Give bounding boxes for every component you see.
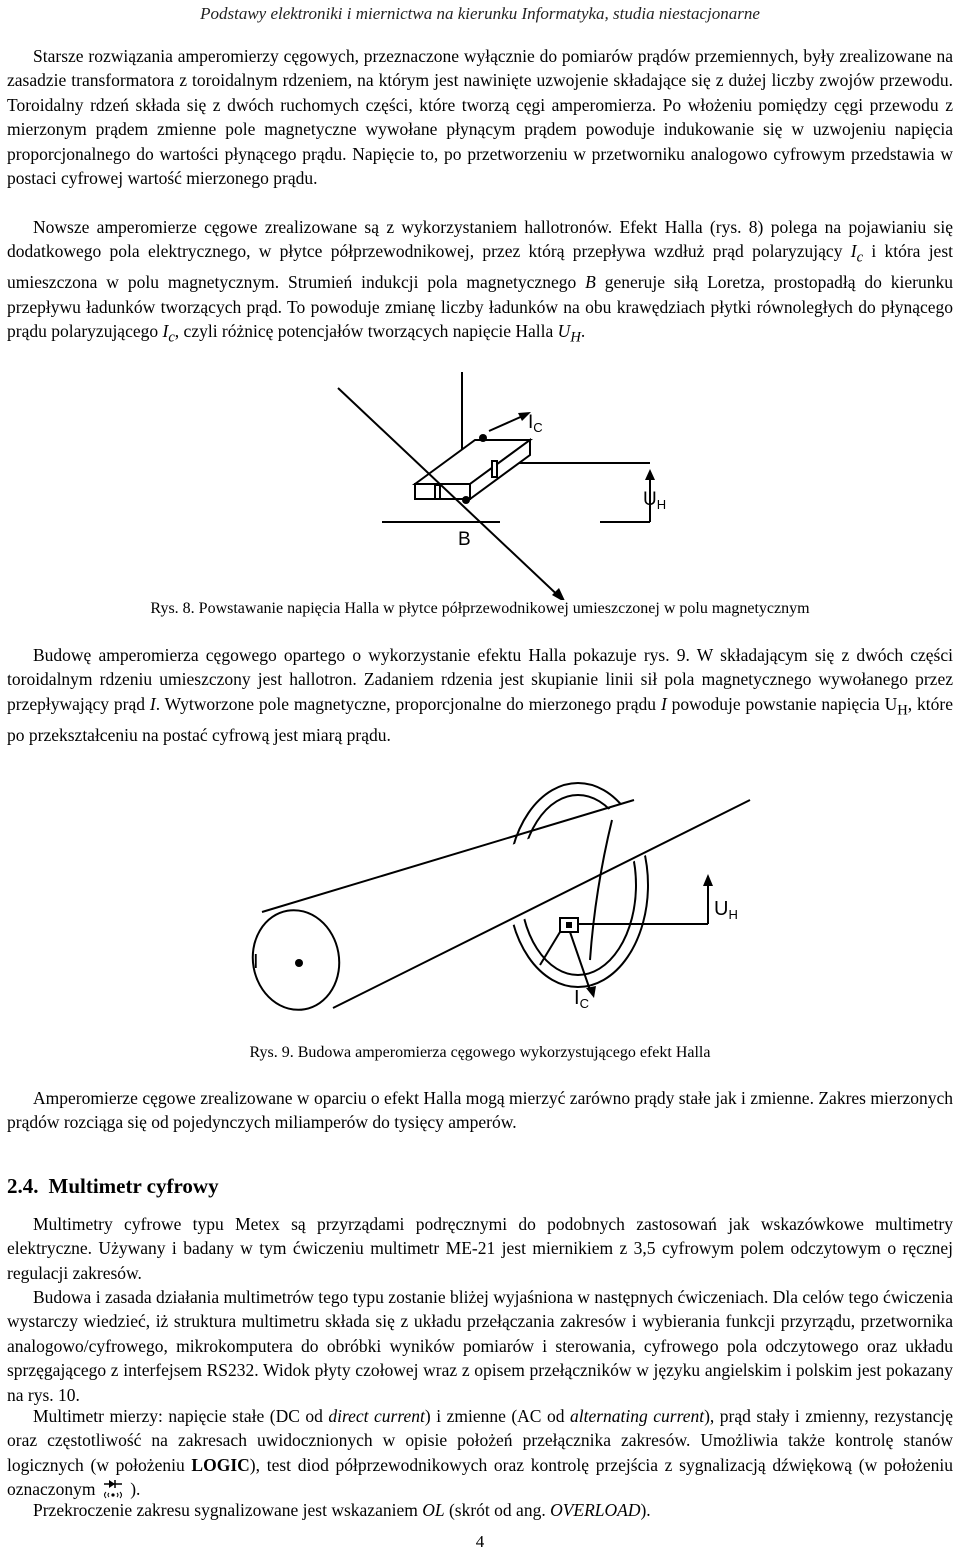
label-i-9: I xyxy=(253,951,259,973)
page-header: Podstawy elektroniki i miernictwa na kierunku Informatyka, studia niestacjonarne xyxy=(200,4,760,23)
section-heading xyxy=(7,1174,229,1199)
paragraph-clamp-structure xyxy=(7,643,953,747)
caption-fig9: Rys. 9. Budowa amperomierza cęgowego wykorzystującego efekt Halla xyxy=(249,1044,711,1061)
p8-text-c: ). xyxy=(640,1500,651,1520)
i-symbol: I xyxy=(149,693,156,714)
p3-text-c: powoduje powstanie napięcia xyxy=(666,693,885,714)
uh-symbol-p3: U xyxy=(884,693,898,714)
p5-text: Multimetry cyfrowe typu Metex są przyrządami podręcznymi do podobnych zastosowań jak wskazówkowe multimetry elektryczne. Używany i badany w tym ćwiczeniu multimetr ME-21 jest miernikiem z 3,5 cyfrowym polem odczytowym o ręcznej regulacji zakresów. xyxy=(7,1214,953,1283)
p7-text-b: ) i zmienne (AC od xyxy=(424,1406,570,1426)
ic-symbol-2: I xyxy=(162,321,169,342)
uh-subscript-p3: H xyxy=(897,702,908,719)
ol-term: OL xyxy=(422,1500,445,1520)
paragraph-multimeter-intro xyxy=(7,1212,953,1285)
p6-text: Budowa i zasada działania multimetrów tego typu zostanie bliżej wyjaśniona w następnych ćwiczeniach. Dla celów tego ćwiczenia wystarczy wiedzieć, iż struktura multimetru składa się z układu przełączania zakresów i wybierania funkcji przyrządu, przetwornika analogowo/cyfrowego, mikrokomputera do obróbki wyników pomiarów i sterowania, cyfrowego pola odczytowego oraz układu sprzęgającego z interfejsem RS232. Widok płyty czołowej wraz z opisem przełączników w języku angielskim i polskim jest pokazany na rys. 10. xyxy=(7,1287,953,1405)
label-ic: $I_C$ xyxy=(528,412,543,435)
paragraph-clamp-transformer xyxy=(7,44,953,190)
p7-text-a: Multimetr mierzy: napięcie stałe (DC od xyxy=(33,1406,329,1426)
logic-term: LOGIC xyxy=(191,1454,250,1475)
p8-text-b: (skrót od ang. xyxy=(444,1500,551,1520)
dot-top xyxy=(479,434,487,442)
label-b: B xyxy=(458,529,471,550)
section-number: 2.4. xyxy=(7,1174,39,1198)
p3-text-d: , które po przekształceniu na postać cyfrową jest miarą prądu. xyxy=(7,693,953,745)
paragraph-hall-range xyxy=(7,1086,953,1135)
contact-right xyxy=(492,461,497,477)
label-uh-9: $U_H$ xyxy=(714,898,738,922)
b-arrow-head xyxy=(552,588,566,600)
dot-bottom xyxy=(462,496,470,504)
paragraph-multimeter-structure xyxy=(7,1285,953,1407)
paragraph-overload xyxy=(7,1498,953,1522)
hall-sensor-contact xyxy=(566,922,572,928)
p2-text-c: generuje siłą Loretza, prostopadłą do kierunku przepływu ładunków tworzących prąd. To powoduje zmianę liczby ładunków na obu krawędziach płytki równoległych do płynącego prądu polaryzującego xyxy=(7,272,953,342)
section-title: Multimetr cyfrowy xyxy=(48,1174,219,1198)
paragraph-multimeter-functions xyxy=(7,1404,953,1502)
p3-text-b: . Wytworzone pole magnetyczne, proporcjonalne do mierzonego prądu xyxy=(155,693,661,714)
caption-fig8: Rys. 8. Powstawanie napięcia Halla w płytce półprzewodnikowej umieszczonej w polu magnetycznym xyxy=(150,600,810,617)
contact-left xyxy=(435,485,440,499)
page-number: 4 xyxy=(475,1532,485,1551)
ic-subscript-2: c xyxy=(168,329,175,346)
p3-text-a: Budowę amperomierza cęgowego opartego o wykorzystanie efektu Halla pokazuje rys. 9. W składającym się z dwóch części toroidalnym rdzeniu umieszczony jest hallotron. Zadaniem rdzenia jest skupianie linii sił pola magnetycznego wywołanego przez przepływający prąd xyxy=(7,645,953,714)
ic-subscript: c xyxy=(856,249,864,266)
uh-arrow-head-9 xyxy=(703,874,713,886)
dc-term: direct current xyxy=(328,1406,425,1426)
ic-arrow-line xyxy=(489,415,525,431)
b-symbol: B xyxy=(585,272,596,293)
overload-term: OVERLOAD xyxy=(550,1500,641,1520)
current-dot xyxy=(295,959,303,967)
wire-ic xyxy=(570,932,590,990)
p8-text-a: Przekroczenie zakresu sygnalizowane jest wskazaniem xyxy=(33,1500,423,1520)
p7-text-c: ), prąd stały i zmienny, rezystancję oraz częstotliwość na zakresach uwidocznionych w opisie położeń przełącznika zakresów. Umożliwia także kontrolę stanów logicznych (w położeniu xyxy=(7,1406,953,1475)
p1-text: Starsze rozwiązania amperomierzy cęgowych, przeznaczone wyłącznie do pomiarów prądów przemiennych, były zrealizowane na zasadzie transformatora z toroidalnym rdzeniem, na którym jest nawinięte uzwojenie składające się z dużej liczby zwojów przewodu. Toroidalny rdzeń składa się z dwóch ruchomych części, które tworzą cęgi amperomierza. Po włożeniu pomiędzy cęgi przewodu z mierzonym prądem zmienne pole magnetyczne wywołane płynącym prądem powoduje indukowanie się w uzwojeniu napięcia proporcjonalnego do wartości płynącego prądu. Napięcie to, po przetworzeniu w przetworniku analogowo cyfrowym przedstawia w postaci cyfrowej wartość mierzonego prądu. xyxy=(7,46,953,189)
wire-ic-2 xyxy=(540,932,560,965)
paragraph-hall-clamp xyxy=(7,215,953,350)
figure-clamp-meter xyxy=(0,775,960,1035)
p2-text-a: Nowsze amperomierze cęgowe zrealizowane są z wykorzystaniem hallotronów. Efekt Halla (rys. 8) polega na pojawianiu się dodatkowego pola elektrycznego, w płytce półprzewodnikowej, przez którą przepływa wzdłuż prąd polaryzujący xyxy=(7,217,953,262)
label-uh: $U_H$ xyxy=(643,489,667,512)
ac-term: alternating current xyxy=(569,1406,705,1426)
ic-symbol: I xyxy=(850,241,857,262)
p7-text-d: ), test diod półprzewodnikowych oraz kontrolę przejścia z sygnalizacją dźwiękową (w położeniu oznaczonym xyxy=(7,1454,953,1500)
uh-arrow-head xyxy=(645,469,655,480)
p2-text-b: i która jest umieszczona w polu magnetycznym. Strumień indukcji pola magnetycznego xyxy=(7,241,953,293)
label-ic-9: $I_C$ xyxy=(574,987,589,1011)
p7-text-e: ). xyxy=(125,1479,141,1500)
p2-text-e: . xyxy=(580,321,586,342)
figure-hall-plate xyxy=(0,360,960,600)
uh-symbol: U xyxy=(557,321,571,342)
p2-text-d: , czyli różnicę potencjałów tworzących napięcie Halla xyxy=(174,321,558,342)
p4-text: Amperomierze cęgowe zrealizowane w oparciu o efekt Halla mogą mierzyć zarówno prądy stałe jak i zmienne. Zakres mierzonych prądów rozciąga się od pojedynczych miliamperów do tysięcy amperów. xyxy=(7,1088,953,1133)
uh-subscript: H xyxy=(570,329,581,346)
i-symbol-2: I xyxy=(660,693,667,714)
